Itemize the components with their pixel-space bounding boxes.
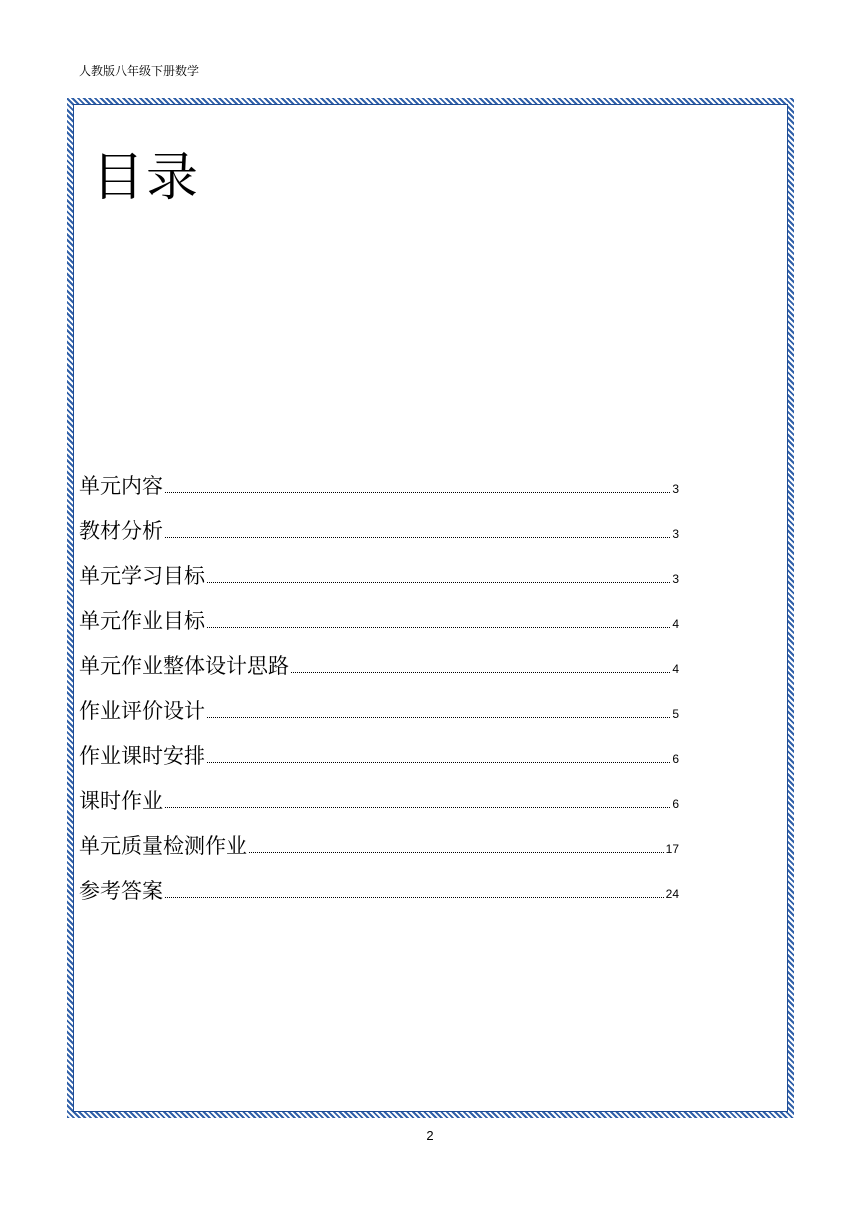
toc-entry-label: 作业课时安排 — [79, 744, 205, 768]
dot-leader — [207, 581, 670, 583]
toc-title: 目录 — [92, 148, 201, 208]
dot-leader — [207, 626, 670, 628]
toc-entry[interactable] — [79, 605, 679, 650]
toc-entry-label: 单元作业整体设计思路 — [79, 654, 289, 678]
toc-entry[interactable] — [79, 740, 679, 785]
toc-entry-label: 单元质量检测作业 — [79, 834, 247, 858]
toc-entry-label: 课时作业 — [79, 789, 163, 813]
toc-entry-page: 17 — [665, 842, 679, 856]
toc-entry-page: 3 — [672, 527, 679, 541]
toc-entry-page: 6 — [672, 752, 679, 766]
toc-entry-label: 参考答案 — [79, 879, 163, 903]
toc-entry-page: 4 — [672, 662, 679, 676]
toc-entry[interactable] — [79, 470, 679, 515]
dot-leader — [165, 536, 670, 538]
toc-entry[interactable] — [79, 650, 679, 695]
toc-entry-page: 3 — [672, 572, 679, 586]
dot-leader — [165, 491, 670, 493]
toc-entry[interactable] — [79, 560, 679, 605]
toc-list — [79, 470, 679, 920]
dot-leader — [207, 716, 670, 718]
toc-entry-label: 作业评价设计 — [79, 699, 205, 723]
toc-entry-label: 单元内容 — [79, 474, 163, 498]
toc-entry-page: 5 — [672, 707, 679, 721]
toc-entry-label: 单元学习目标 — [79, 564, 205, 588]
toc-entry-page: 6 — [672, 797, 679, 811]
dot-leader — [165, 896, 664, 898]
toc-entry[interactable] — [79, 695, 679, 740]
toc-entry-label: 教材分析 — [79, 519, 163, 543]
running-header: 人教版八年级下册数学 — [79, 64, 200, 78]
toc-entry-page: 3 — [672, 482, 679, 496]
toc-entry-page: 24 — [665, 887, 679, 901]
toc-entry[interactable] — [79, 515, 679, 560]
dot-leader — [207, 761, 670, 763]
page-number: 2 — [426, 1128, 434, 1143]
toc-entry[interactable] — [79, 875, 679, 920]
toc-entry[interactable] — [79, 785, 679, 830]
toc-entry-label: 单元作业目标 — [79, 609, 205, 633]
toc-entry[interactable] — [79, 830, 679, 875]
toc-entry-page: 4 — [672, 617, 679, 631]
dot-leader — [249, 851, 664, 853]
dot-leader — [165, 806, 670, 808]
dot-leader — [291, 671, 670, 673]
